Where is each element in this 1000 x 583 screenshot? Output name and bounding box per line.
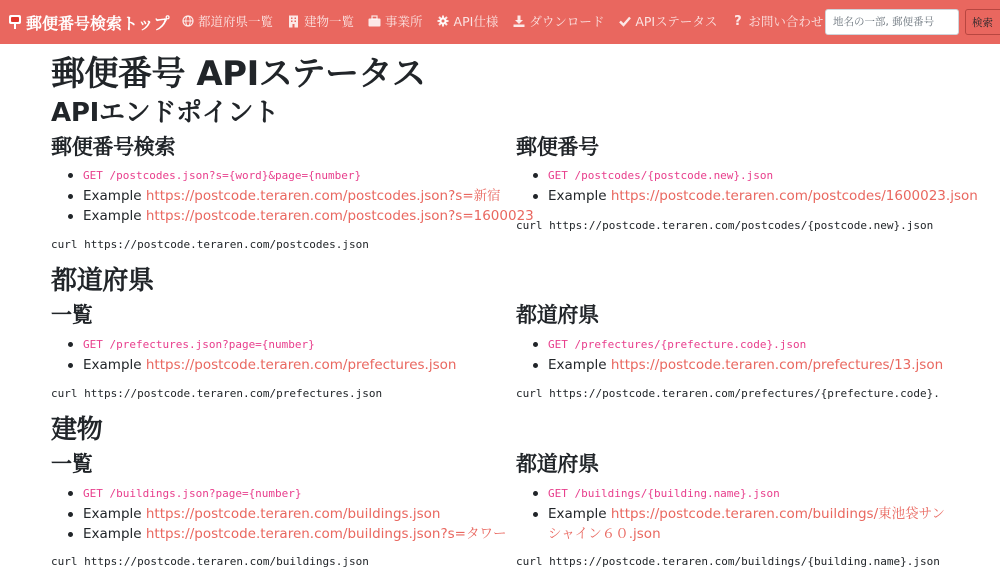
- endpoint-list-postcode: [516, 165, 978, 206]
- subsection-heading-prefectures-list: 一覧: [51, 303, 93, 327]
- nav-item-buildings[interactable]: [287, 12, 354, 30]
- nav-item-api-status[interactable]: [618, 12, 717, 30]
- curl-command: curl https://postcode.teraren.com/postcodes/{postcode.new}.json: [516, 219, 934, 232]
- curl-command: curl https://postcode.teraren.com/prefectures.json: [51, 387, 383, 400]
- get-endpoint: GET /postcodes.json?s={word}&page={number}: [83, 169, 362, 182]
- nav-label: APIステータス: [635, 14, 718, 29]
- building-icon: [287, 15, 300, 28]
- nav-label: API仕様: [453, 14, 499, 29]
- nav-label: お問い合わせ: [748, 14, 824, 29]
- navbar: [0, 0, 1000, 44]
- example-label: Example: [83, 208, 142, 224]
- nav-label: 事業所: [385, 14, 423, 29]
- endpoint-list-building: [516, 483, 956, 544]
- section-heading-postcode: 郵便番号: [516, 135, 599, 159]
- example-link[interactable]: https://postcode.teraren.com/buildings.json: [145, 506, 441, 522]
- get-endpoint: GET /prefectures.json?page={number}: [83, 338, 315, 351]
- get-endpoint: GET /buildings.json?page={number}: [83, 487, 302, 500]
- page-title: 郵便番号 APIステータス: [51, 54, 426, 94]
- nav-item-contact[interactable]: [731, 12, 823, 30]
- list-item: [516, 334, 943, 355]
- check-icon: [618, 15, 631, 28]
- brand-link[interactable]: [8, 9, 170, 35]
- list-item: [516, 504, 956, 544]
- section-heading-prefectures: 都道府県: [51, 266, 154, 296]
- list-item: [51, 165, 534, 186]
- list-item: [516, 186, 978, 206]
- example-link[interactable]: https://postcode.teraren.com/buildings/東池袋サンシャイン６０.json: [548, 506, 945, 542]
- download-icon: [512, 15, 525, 28]
- nav-item-download[interactable]: [512, 12, 604, 30]
- postbox-icon: [8, 14, 22, 30]
- example-label: Example: [548, 188, 607, 204]
- endpoint-list-prefecture: [516, 334, 943, 375]
- example-link[interactable]: https://postcode.teraren.com/prefectures.json: [145, 357, 457, 373]
- list-item: [51, 524, 507, 544]
- get-endpoint: GET /buildings/{building.name}.json: [548, 487, 780, 500]
- example-label: Example: [83, 188, 142, 204]
- curl-command: curl https://postcode.teraren.com/postcodes.json: [51, 238, 369, 251]
- example-label: Example: [548, 357, 607, 373]
- example-link[interactable]: https://postcode.teraren.com/buildings.json?s=タワー: [145, 526, 507, 542]
- example-link[interactable]: https://postcode.teraren.com/postcodes.json?s=新宿: [145, 188, 501, 204]
- question-icon: ?: [734, 13, 742, 29]
- list-item: [51, 504, 507, 524]
- briefcase-icon: [368, 15, 381, 28]
- search-button[interactable]: 検索: [965, 9, 1000, 35]
- example-link[interactable]: https://postcode.teraren.com/postcodes/1600023.json: [610, 188, 978, 204]
- example-label: Example: [83, 506, 142, 522]
- subsection-heading-building: 都道府県: [516, 452, 599, 476]
- brand-title: 郵便番号検索トップ: [26, 13, 170, 33]
- example-label: Example: [548, 506, 607, 522]
- get-endpoint: GET /prefectures/{prefecture.code}.json: [548, 338, 807, 351]
- curl-command: curl https://postcode.teraren.com/buildings/{building.name}.json: [516, 555, 940, 568]
- globe-icon: [181, 15, 194, 28]
- list-item: [51, 334, 456, 355]
- subsection-heading-buildings-list: 一覧: [51, 452, 93, 476]
- list-item: [51, 186, 534, 206]
- page-subtitle: APIエンドポイント: [51, 98, 279, 128]
- nav-menu: [181, 12, 837, 30]
- get-endpoint: GET /postcodes/{postcode.new}.json: [548, 169, 774, 182]
- nav-label: 都道府県一覧: [198, 14, 274, 29]
- endpoint-list-postcode-search: [51, 165, 534, 226]
- curl-command: curl https://postcode.teraren.com/prefectures/{prefecture.code}.: [516, 387, 940, 400]
- list-item: [516, 483, 956, 504]
- subsection-heading-prefecture: 都道府県: [516, 303, 599, 327]
- example-label: Example: [83, 526, 142, 542]
- endpoint-list-prefectures: [51, 334, 456, 375]
- section-heading-postcode-search: 郵便番号検索: [51, 135, 176, 159]
- nav-item-prefectures[interactable]: [181, 12, 273, 30]
- list-item: [516, 355, 943, 375]
- example-link[interactable]: https://postcode.teraren.com/prefectures/13.json: [610, 357, 944, 373]
- gear-icon: [437, 15, 450, 28]
- nav-label: ダウンロード: [529, 14, 605, 29]
- list-item: [51, 483, 507, 504]
- list-item: [51, 355, 456, 375]
- example-link[interactable]: https://postcode.teraren.com/postcodes.json?s=1600023: [145, 208, 534, 224]
- nav-item-api-spec[interactable]: [437, 12, 499, 30]
- section-heading-buildings: 建物: [51, 415, 103, 445]
- endpoint-list-buildings: [51, 483, 507, 544]
- example-label: Example: [83, 357, 142, 373]
- list-item: [516, 165, 978, 186]
- nav-item-offices[interactable]: [368, 12, 423, 30]
- search-input[interactable]: [825, 9, 959, 35]
- list-item: [51, 206, 534, 226]
- nav-label: 建物一覧: [304, 14, 355, 29]
- curl-command: curl https://postcode.teraren.com/buildings.json: [51, 555, 369, 568]
